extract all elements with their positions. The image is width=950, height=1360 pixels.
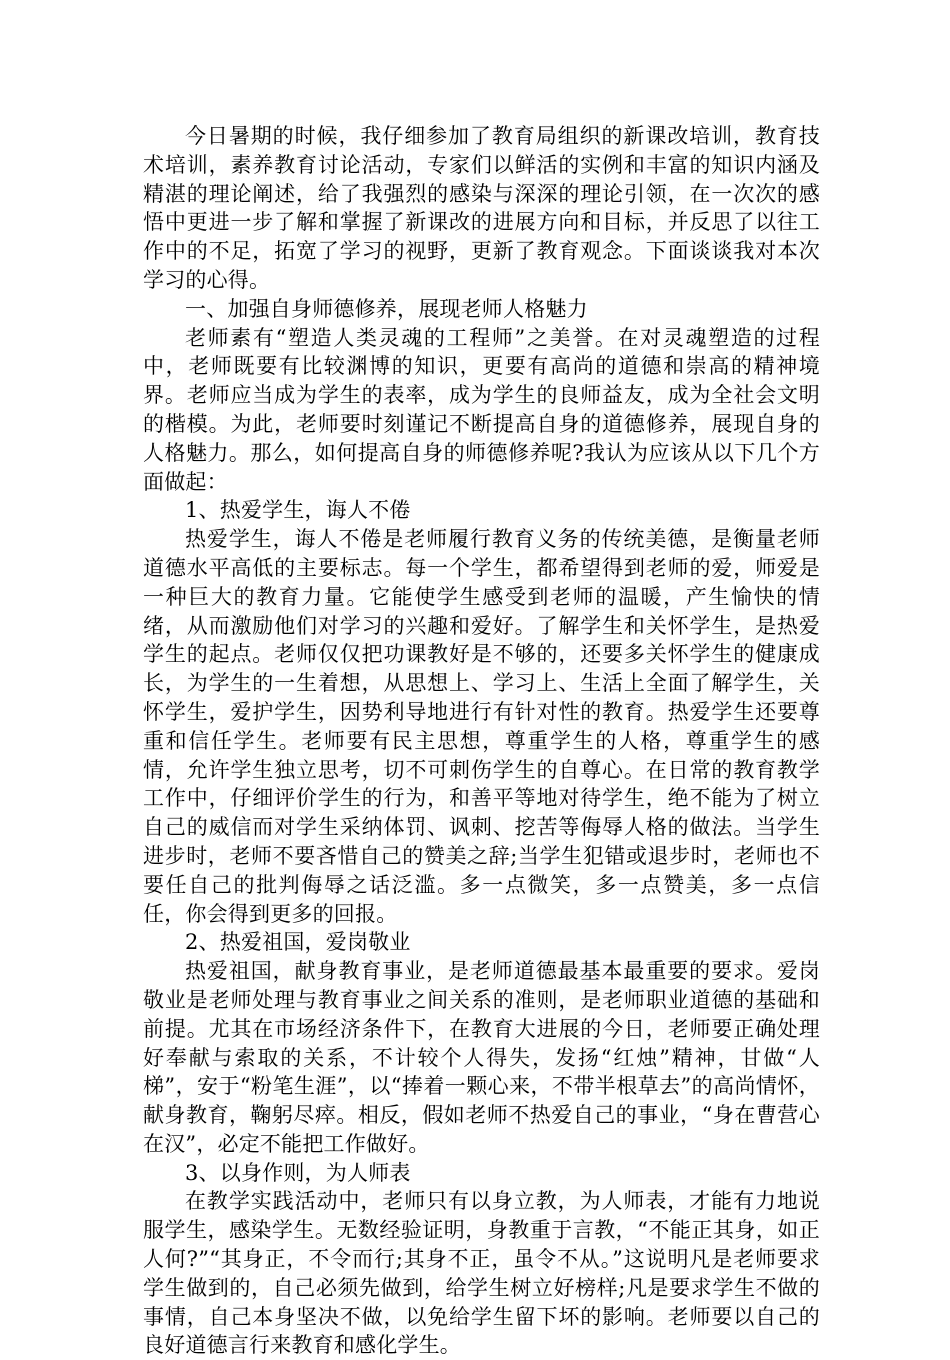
- subsection-2-paragraph: 热爱祖国，献身教育事业，是老师道德最基本最重要的要求。爱岗敬业是老师处理与教育事业之间关系的准则，是老师职业道德的基础和前提。尤其在市场经济条件下，在教育大进展的今日，老师要正确处理好奉献与索取的关系，不计较个人得失，发扬“红烛”精神，甘做“人梯”，安于“粉笔生涯”，以“捧着一颗心来，不带半根草去”的高尚情怀，献身教育，鞠躬尽瘁。相反，假如老师不热爱自己的事业，“身在曹营心在汉”，必定不能把工作做好。: [143, 959, 820, 1156]
- section-heading-1: 一、加强自身师德修养，展现老师人格魅力: [185, 296, 588, 321]
- subsection-1-paragraph: 热爱学生，诲人不倦是老师履行教育义务的传统美德，是衡量老师道德水平高低的主要标志。每一个学生，都希望得到老师的爱，师爱是一种巨大的教育力量。它能使学生感受到老师的温暖，产生愉快的情绪，从而激励他们对学习的兴趣和爱好。了解学生和关怀学生，是热爱学生的起点。老师仅仅把功课教好是不够的，还要多关怀学生的健康成长，为学生的一生着想，从思想上、学习上、生活上全面了解学生，关怀学生，爱护学生，因势利导地进行有针对性的教育。热爱学生还要尊重和信任学生。老师要有民主思想，尊重学生的人格，尊重学生的感情，允许学生独立思考，切不可刺伤学生的自尊心。在日常的教育教学工作中，仔细评价学生的行为，和善平等地对待学生，绝不能为了树立自己的威信而对学生采纳体罚、讽刺、挖苦等侮辱人格的做法。当学生进步时，老师不要吝惜自己的赞美之辞;当学生犯错或退步时，老师也不要任自己的批判侮辱之话泛滥。多一点微笑，多一点赞美，多一点信任，你会得到更多的回报。: [143, 527, 820, 926]
- subsection-3-paragraph: 在教学实践活动中，老师只有以身立教，为人师表，才能有力地说服学生，感染学生。无数经验证明，身教重于言教，“不能正其身，如正人何?”“其身正，不令而行;其身不正，虽令不从。”这说明凡是老师要求学生做到的，自己必须先做到，给学生树立好榜样;凡是要求学生不做的事情，自己本身坚决不做，以免给学生留下坏的影响。老师要以自己的良好道德言行来教育和感化学生。: [143, 1189, 820, 1358]
- subheading-2: 2、热爱祖国，爱岗敬业: [185, 930, 411, 955]
- subheading-1: 1、热爱学生，诲人不倦: [185, 498, 411, 523]
- section-1-paragraph: 老师素有“塑造人类灵魂的工程师”之美誉。在对灵魂塑造的过程中，老师既要有比较渊博的知识，更要有高尚的道德和崇高的精神境界。老师应当成为学生的表率，成为学生的良师益友，成为全社会文明的楷模。为此，老师要时刻谨记不断提高自身的道德修养，展现自身的人格魅力。那么，如何提高自身的师德修养呢?我认为应该从以下几个方面做起：: [143, 325, 820, 494]
- intro-paragraph: 今日暑期的时候，我仔细参加了教育局组织的新课改培训，教育技术培训，素养教育讨论活动，专家们以鲜活的实例和丰富的知识内涵及精湛的理论阐述，给了我强烈的感染与深深的理论引领，在一次次的感悟中更进一步了解和掌握了新课改的进展方向和目标，并反思了以往工作中的不足，拓宽了学习的视野，更新了教育观念。下面谈谈我对本次学习的心得。: [143, 124, 820, 292]
- subheading-3: 3、以身作则，为人师表: [185, 1160, 411, 1185]
